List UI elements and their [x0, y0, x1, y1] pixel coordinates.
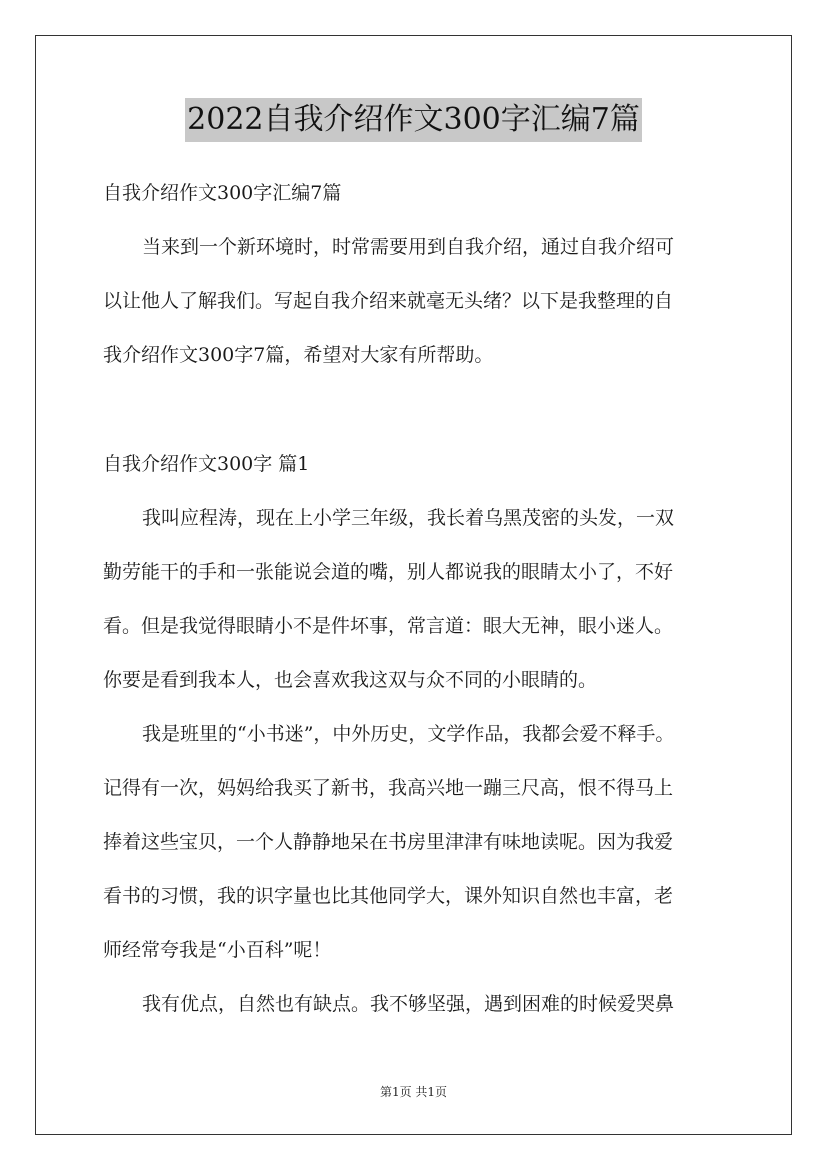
paragraph-line: 我有优点，自然也有缺点。我不够坚强，遇到困难的时候爱哭鼻: [142, 993, 675, 1015]
paragraph-line: 看。但是我觉得眼睛小不是件坏事，常言道：眼大无神，眼小迷人。: [103, 615, 674, 637]
document-title: 2022自我介绍作文300字汇编7篇: [185, 98, 642, 142]
intro-paragraph: [103, 220, 743, 382]
intro-line: 以让他人了解我们。写起自我介绍来就毫无头绪？以下是我整理的自: [103, 290, 674, 312]
paragraph-line: 看书的习惯，我的识字量也比其他同学大，课外知识自然也丰富，老: [103, 885, 674, 907]
title-container: [0, 98, 827, 142]
paragraph-2: [103, 707, 743, 977]
subtitle-line: 自我介绍作文300字汇编7篇: [103, 182, 342, 204]
paragraph-line: 你要是看到我本人，也会喜欢我这双与众不同的小眼睛的。: [103, 669, 598, 691]
paragraph-line: 师经常夸我是“小百科”呢！: [103, 939, 332, 961]
paragraph-line: 我叫应程涛，现在上小学三年级，我长着乌黑茂密的头发，一双: [142, 507, 675, 529]
section-heading: [103, 437, 743, 491]
paragraph-1: [103, 491, 743, 707]
paragraph-line: 捧着这些宝贝，一个人静静地呆在书房里津津有味地读呢。因为我爱: [103, 831, 674, 853]
section-heading-line: 自我介绍作文300字 篇1: [103, 453, 310, 475]
paragraph-line: 勤劳能干的手和一张能说会道的嘴，别人都说我的眼睛太小了，不好: [103, 561, 674, 583]
intro-line: 我介绍作文300字7篇，希望对大家有所帮助。: [103, 344, 494, 366]
paragraph-3: [103, 977, 743, 1031]
paragraph-line: 我是班里的“小书迷”，中外历史，文学作品，我都会爱不释手。: [142, 723, 675, 745]
intro-line: 当来到一个新环境时，时常需要用到自我介绍，通过自我介绍可: [142, 236, 675, 258]
document-subtitle: [103, 166, 743, 220]
paragraph-line: 记得有一次，妈妈给我买了新书，我高兴地一蹦三尺高，恨不得马上: [103, 777, 674, 799]
page-footer: [0, 1083, 827, 1100]
page-number: 第1页 共1页: [379, 1085, 448, 1099]
